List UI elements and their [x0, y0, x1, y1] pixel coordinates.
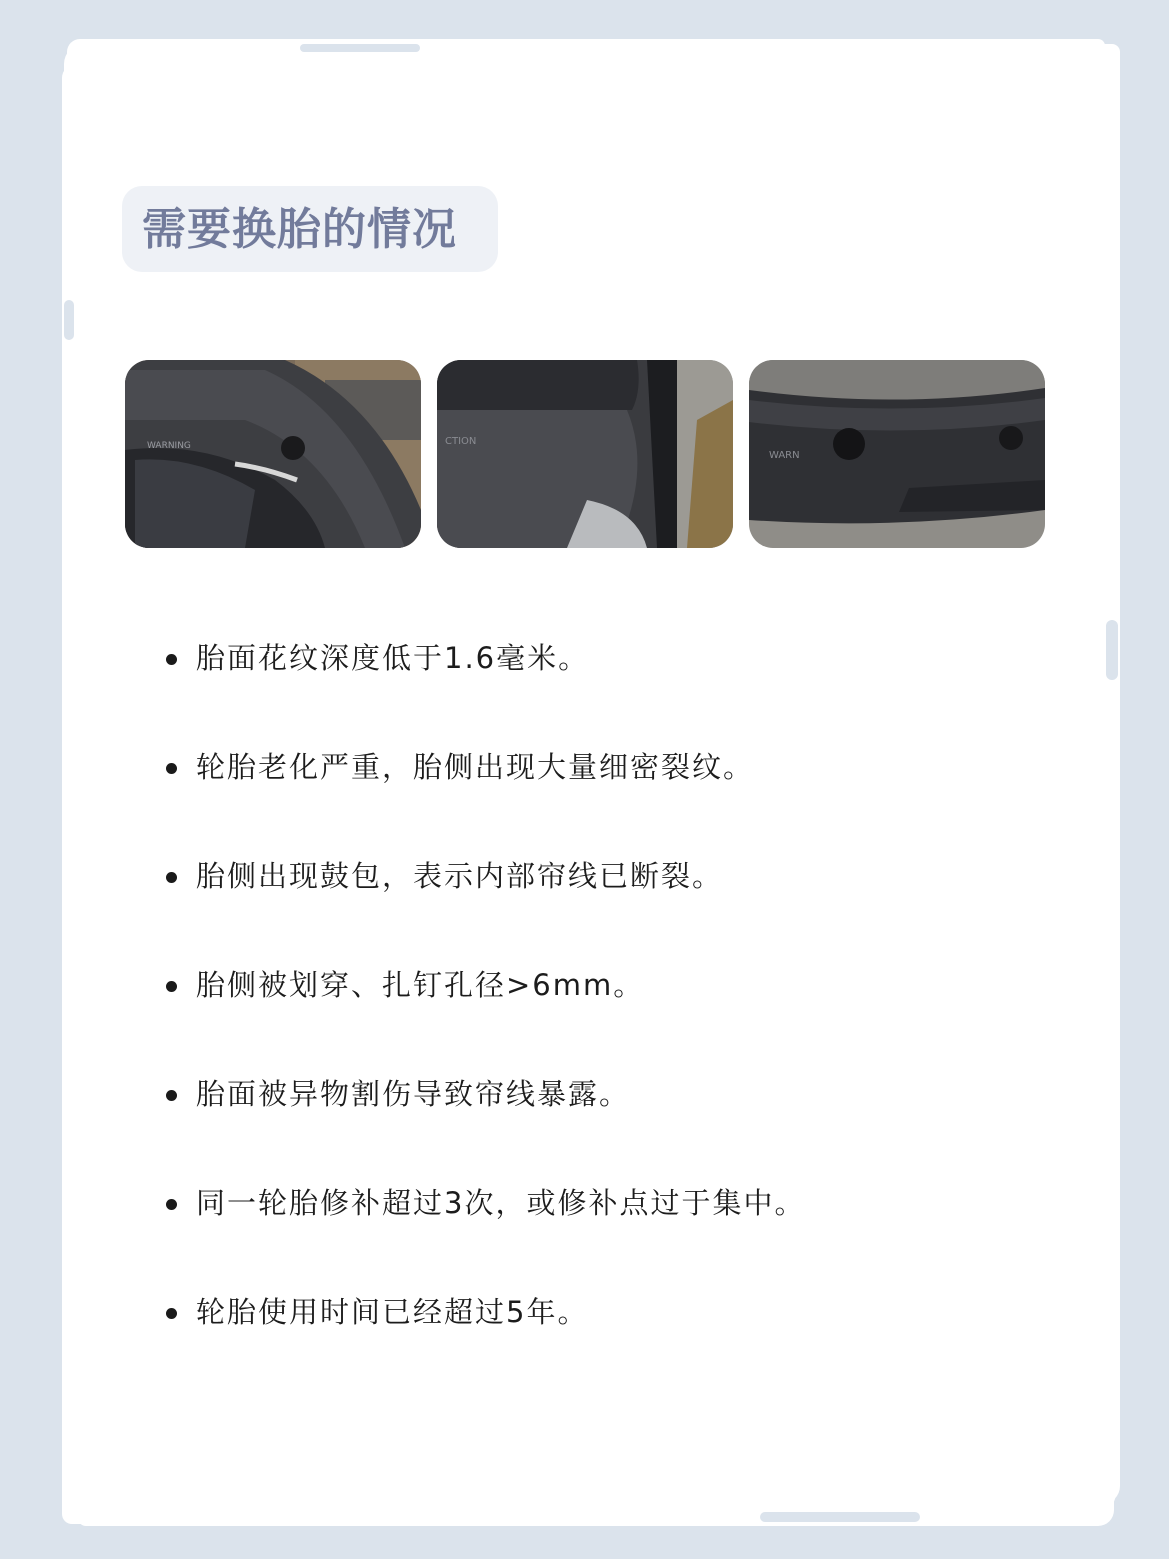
bullet-dot [166, 1090, 177, 1101]
sidewall-imprint: WARNING [147, 441, 191, 451]
condition-text: 胎侧出现鼓包，表示内部帘线已断裂。 [196, 859, 724, 893]
tire-sidewall-puncture-photo [125, 360, 421, 548]
list-item [160, 630, 1060, 690]
condition-text: 同一轮胎修补超过3次，或修补点过于集中。 [196, 1186, 806, 1220]
sidewall-imprint: CTION [445, 436, 477, 447]
tire-photo-1 [125, 360, 421, 548]
bullet-dot [166, 1308, 177, 1319]
condition-text: 胎面花纹深度低于1.6毫米。 [196, 641, 590, 675]
tire-photo-2 [437, 360, 733, 548]
bullet-dot [166, 1199, 177, 1210]
condition-text: 胎侧被划穿、扎钉孔径>6mm。 [196, 968, 645, 1002]
list-item [160, 848, 1060, 908]
card-edge-texture [64, 300, 74, 340]
bullet-dot [166, 654, 177, 665]
tire-sidewall-bulge-photo [437, 360, 733, 548]
bullet-dot [166, 872, 177, 883]
list-item [160, 1175, 1060, 1235]
sidewall-imprint: WARN [769, 450, 800, 461]
card-edge-texture [1106, 620, 1118, 680]
tire-sidewall-cut-photo [749, 360, 1045, 548]
list-item [160, 1066, 1060, 1126]
list-item [160, 1284, 1060, 1344]
tire-photo-3 [749, 360, 1045, 548]
condition-text: 轮胎老化严重，胎侧出现大量细密裂纹。 [196, 750, 755, 784]
card-edge-texture [300, 44, 420, 52]
bullet-dot [166, 981, 177, 992]
section-title: 需要换胎的情况 [142, 204, 457, 255]
condition-text: 轮胎使用时间已经超过5年。 [196, 1295, 589, 1329]
list-item [160, 957, 1060, 1017]
condition-text: 胎面被异物割伤导致帘线暴露。 [196, 1077, 631, 1111]
card-edge-texture [760, 1512, 920, 1522]
bullet-dot [166, 763, 177, 774]
list-item [160, 739, 1060, 799]
